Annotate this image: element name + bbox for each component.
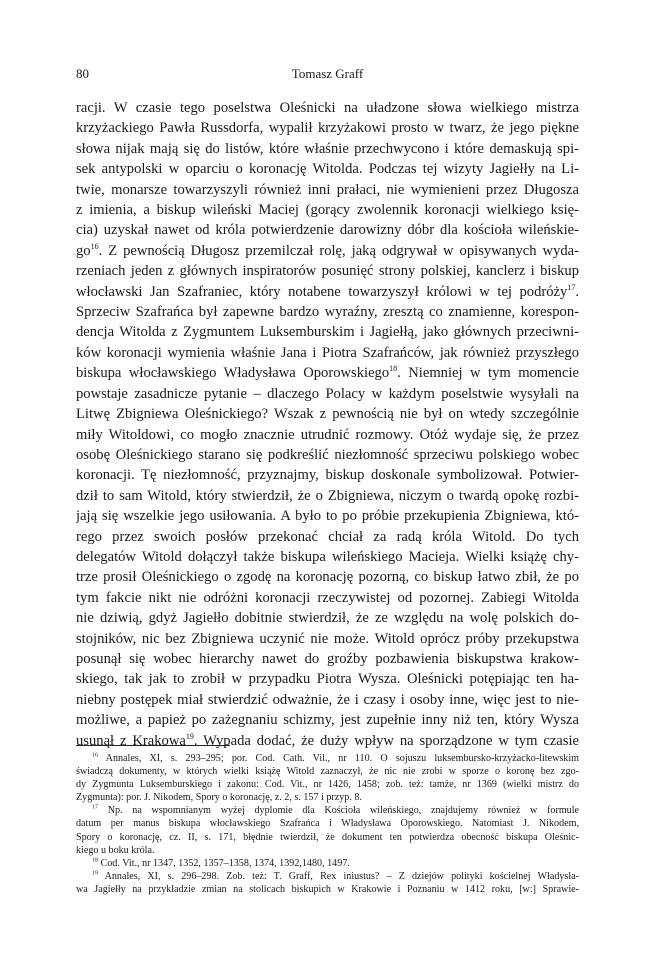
line-text-continued: . Niemniej w tym momencie: [397, 365, 579, 382]
line-text: skiego, tak jak to zrobił w przypadku Piotra Wysza. Oleśnicki potępiając ten ha-: [76, 671, 579, 688]
line-text: dy Zygmunta Luksemburskiego i zakonu: Cod. Vit., nr 1426, 1458; zob. też: tamże, nr 1369 (wielki mistrz do: [76, 779, 579, 791]
footnote-line: [76, 778, 579, 791]
body-line: [76, 302, 579, 322]
body-line: [76, 220, 579, 240]
line-text: Np. na wspomnianym wyżej dyplomie dla Kościoła wileńskiego, znajdujemy również w formule: [98, 805, 579, 817]
line-text-continued: . Wypada dodać, że duży wpływ na sporządzone w tym czasie: [193, 732, 579, 749]
page-header: [76, 66, 579, 84]
footnote-line: [76, 844, 579, 857]
line-text: usunął z Krakowa: [76, 732, 186, 749]
line-text: rzeniach jeden z głównych inspiratorów posunięć strony polskiej, kanclerz i biskup: [76, 263, 579, 280]
line-text: możliwe, a papież po zażegnaniu schizmy, jest zupełnie inny niż ten, który Wysza: [76, 712, 579, 729]
body-line: [76, 608, 579, 628]
footnote-marker: 16: [92, 752, 98, 759]
footnote-marker: 18: [92, 857, 98, 864]
line-text: powstaje zasadnicze pytanie – dlaczego Polacy w każdym poselstwie wysyłali na: [76, 385, 579, 402]
body-line: [76, 710, 579, 730]
body-line: [76, 486, 579, 506]
body-line: [76, 139, 579, 159]
body-text: [76, 98, 579, 751]
line-text: świadczą dokumenty, w których wielki książę Witold zaznaczył, że nic nie zrobi w sporze o koronę bez zgo-: [76, 766, 579, 778]
body-line: [76, 527, 579, 547]
line-text: dencja Witolda z Zygmuntem Luksemburskim i Jagiełłą, jako głównych przeciwni-: [76, 324, 579, 341]
line-text: Annales, XI, s. 293–295; por. Cod. Cath. Vil., nr 110. O sojuszu luksembursko-krzyżacko-litewskim: [98, 753, 579, 764]
line-text: wa Jagiełły na przykładzie zmian na stolicach biskupich w Krakowie i Poznaniu w 1412 roku, [w:] Sprawie-: [76, 883, 579, 895]
footnote-line: [76, 791, 579, 804]
line-text: cia) uzyskał nawet od króla potwierdzenie darowizny dóbr dla kościoła wileńskie-: [76, 222, 579, 239]
body-line: [76, 404, 579, 424]
footnote-line: [76, 831, 579, 844]
body-line: [76, 425, 579, 445]
line-text: biskupa włocławskiego Władysława Oporowskiego: [76, 365, 390, 382]
line-text: miły Witoldowi, co mogło znacznie utrudnić rozmowy. Otóż wydaje się, że przez: [76, 426, 579, 443]
line-text: krzyżackiego Pawła Russdorfa, wypalił krzyżakowi prosto w twarz, że jego piękne: [76, 120, 579, 137]
line-text: z imienia, a biskup wileński Maciej (gorący zwolennik koronacji wielkiego księ-: [76, 202, 579, 219]
line-text: Sprzeciw Szafrańca był zapewne bardzo wyraźny, zresztą co znamienne, korespon-: [76, 304, 579, 321]
line-text: słowa nijak mają się do listów, które właśnie przechwycono i które demaskują spi-: [76, 140, 579, 157]
body-line: [76, 159, 579, 179]
footnote-reference: 17: [567, 282, 576, 292]
body-line: [76, 322, 579, 342]
body-line: [76, 649, 579, 669]
line-text: twie, monarsze towarzyszyli również inni prałaci, nie wymienieni przez Długosza: [76, 181, 579, 198]
line-text: posunął się wobec hierarchy nawet do groźby pozbawienia biskupstwa krakow-: [76, 650, 579, 667]
body-line: [76, 343, 579, 363]
body-line: [76, 118, 579, 138]
footnote-reference: 18: [389, 364, 398, 374]
body-line: [76, 98, 579, 118]
footnote-line: [76, 857, 579, 870]
footnotes: [76, 752, 579, 896]
line-text: stojników, nic bez Zbigniewa uczynić nie może. Witold oprócz próby przekupstwa: [76, 630, 579, 647]
footnote-line: [76, 752, 579, 765]
running-head: Tomasz Graff: [291, 66, 364, 81]
body-line: [76, 180, 579, 200]
line-text: Spory o koronację, cz. II, s. 171, błędnie twierdził, że dokument ten potwierdza obecność biskupa Oleśnic-: [76, 831, 579, 843]
line-text-continued: .: [575, 283, 579, 300]
line-text: trze prosił Oleśnickiego o zgodę na koronację pozorną, co biskup łatwo zbił, że po: [76, 569, 579, 586]
body-line: [76, 669, 579, 689]
line-text: datum per manus biskupa włocławskiego Szafrańca i Władysława Oporowskiego. Natomiast J. Nikodem,: [76, 818, 579, 830]
body-line: [76, 445, 579, 465]
line-text: dził to sam Witold, który stwierdził, że o Zbigniewa, niczym o twardą opokę rozbi-: [76, 487, 579, 504]
footnote-divider: [76, 745, 230, 746]
body-line: [76, 547, 579, 567]
footnote-line: [76, 870, 579, 883]
footnote-line: [76, 765, 579, 778]
line-text: rego przez swoich posłów przekonać chciał za radą króla Witold. Do tych: [76, 528, 579, 545]
body-line: [76, 567, 579, 587]
line-text: włocławski Jan Szafraniec, który notabene towarzyszył królowi w tej podróży: [76, 283, 568, 300]
footnote-reference: 19: [185, 731, 194, 741]
body-line: [76, 241, 579, 261]
body-line: [76, 465, 579, 485]
body-line: [76, 690, 579, 710]
footnote-marker: 17: [92, 805, 98, 812]
line-text: Cod. Vit., nr 1347, 1352, 1357–1358, 1374, 1392,1480, 1497.: [98, 857, 350, 869]
body-line: [76, 261, 579, 281]
line-text: kiego u boku króla.: [76, 844, 155, 856]
line-text: sek antypolski w oparciu o koronację Witolda. Podczas tej wizyty Jagiełły na Li-: [76, 161, 579, 178]
body-line: [76, 282, 579, 302]
line-text: jają się wszelkie jego usiłowania. A było to po próbie przekupienia Zbigniewa, któ-: [76, 508, 579, 525]
line-text: osobę Oleśnickiego starano się podkreślić niezłomność sprzeciwu polskiego wobec: [76, 446, 579, 463]
footnote-line: [76, 804, 579, 817]
line-text: Annales, XI, s. 296–298. Zob. też: T. Graff, Rex iniustus? – Z dziejów polityki kościelnej Władysła-: [98, 870, 579, 882]
line-text: ków koronacji wymienia właśnie Jana i Piotra Szafrańców, jak również przyszłego: [76, 344, 579, 361]
body-line: [76, 588, 579, 608]
line-text: niebny postępek miał stwierdzić odważnie, że i czasy i osoby inne, więc jest to nie-: [76, 691, 579, 708]
body-line: [76, 629, 579, 649]
line-text: racji. W czasie tego poselstwa Oleśnicki na uładzone słowa wielkiego mistrza: [76, 100, 579, 116]
page-number: 80: [76, 66, 89, 81]
body-line: [76, 200, 579, 220]
line-text: nie dziwią, gdyż Jagiełło dobitnie stwierdził, że ze względu na wolę polskich do-: [76, 610, 579, 627]
body-line: [76, 384, 579, 404]
line-text: tym fakcie nikt nie odróżni koronacji rzeczywistej od pozornej. Zabiegi Witolda: [76, 589, 579, 606]
line-text: delegatów Witold dołączył także biskupa wileńskiego Macieja. Wielki książę chy-: [76, 548, 579, 565]
footnote-line: [76, 817, 579, 830]
footnote-line: [76, 883, 579, 896]
line-text: Zygmunta): por. J. Nikodem, Spory o koronację, z. 2, s. 157 i przyp. 8.: [76, 792, 362, 804]
line-text-continued: . Z pewnością Długosz przemilczał rolę, jaką odgrywał w opisywanych wyda-: [98, 242, 579, 259]
line-text: go: [76, 242, 91, 259]
body-line: [76, 506, 579, 526]
footnote-reference: 16: [90, 241, 99, 251]
footnote-marker: 19: [92, 870, 98, 877]
line-text: koronacji. Tę niezłomność, przyznajmy, biskup doskonale symbolizował. Potwier-: [76, 467, 579, 484]
body-line: [76, 363, 579, 383]
body-line: [76, 731, 579, 751]
line-text: Litwę Zbigniewa Oleśnickiego? Wszak z pewnością nie był on wtedy szczególnie: [76, 406, 579, 423]
